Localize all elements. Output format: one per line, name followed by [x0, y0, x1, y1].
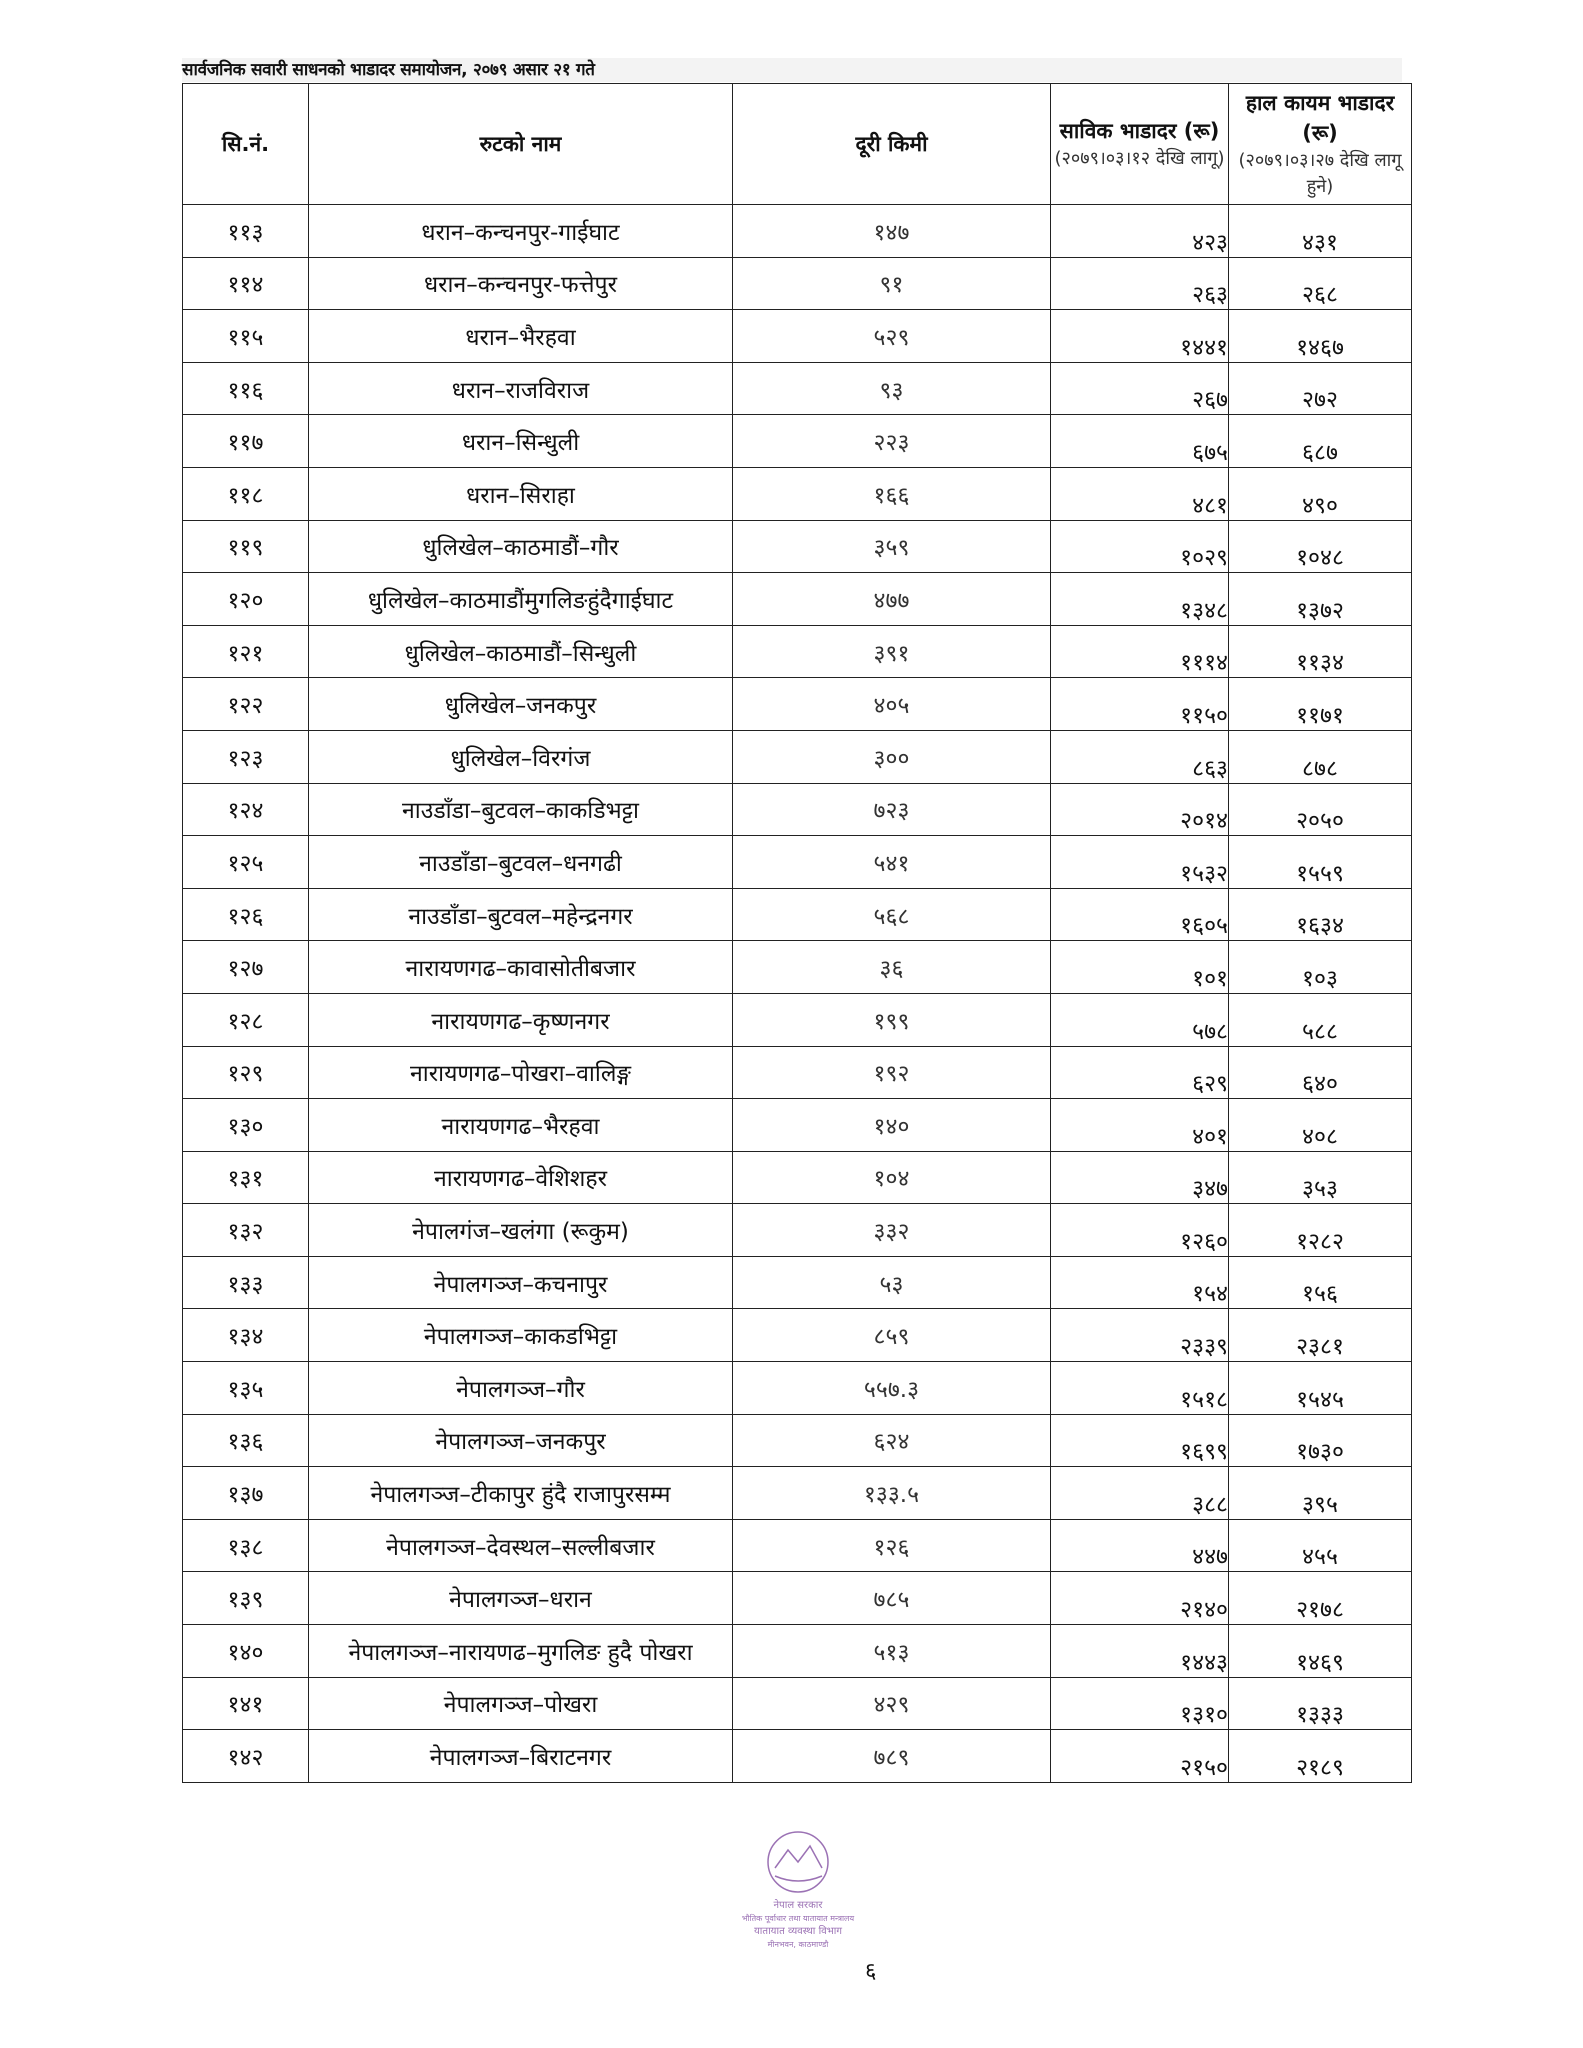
- row-route: धरान–कन्चनपुर-फत्तेपुर: [309, 257, 733, 310]
- row-new-fare: ४५५: [1229, 1519, 1412, 1572]
- row-sn: ११७: [183, 415, 309, 468]
- row-distance: ३९१: [733, 625, 1051, 678]
- table-row: [183, 573, 1412, 626]
- row-route: नेपालगञ्ज–टीकापुर हुंदै राजापुरसम्म: [309, 1467, 733, 1520]
- row-old-fare: ६२९: [1051, 1046, 1229, 1099]
- table-row: [183, 730, 1412, 783]
- table-row: [183, 467, 1412, 520]
- row-new-fare: ४९०: [1229, 467, 1412, 520]
- row-distance: १९२: [733, 1046, 1051, 1099]
- fare-table: [182, 83, 1412, 1783]
- row-new-fare: २१७८: [1229, 1572, 1412, 1625]
- row-route: धरान–कन्चनपुर-गाईघाट: [309, 205, 733, 258]
- government-seal-icon: [720, 1820, 870, 1960]
- table-row: [183, 1151, 1412, 1204]
- row-new-fare: २६८: [1229, 257, 1412, 310]
- row-new-fare: १७३०: [1229, 1414, 1412, 1467]
- row-distance: १९९: [733, 993, 1051, 1046]
- row-distance: ३६: [733, 941, 1051, 994]
- page-number: ६: [865, 1959, 877, 1984]
- header-sn: सि.नं.: [183, 84, 309, 205]
- table-row: [183, 1414, 1412, 1467]
- table-row: [183, 1256, 1412, 1309]
- row-route: नेपालगञ्ज–धरान: [309, 1572, 733, 1625]
- header-new-fare: [1229, 84, 1412, 205]
- row-sn: ११८: [183, 467, 309, 520]
- row-sn: १२८: [183, 993, 309, 1046]
- row-route: धुलिखेल–विरगंज: [309, 730, 733, 783]
- row-old-fare: २६३: [1051, 257, 1229, 310]
- row-old-fare: ४२३: [1051, 205, 1229, 258]
- stamp-line3: यातायात व्यवस्था विभाग: [754, 1926, 842, 1937]
- row-distance: १६६: [733, 467, 1051, 520]
- header-old-fare-note: (२०७९।०३।१२ देखि लागू): [1054, 148, 1225, 169]
- row-route: नेपालगञ्ज–नारायणढ–मुगलिङ हुदै पोखरा: [309, 1625, 733, 1678]
- row-sn: १२६: [183, 888, 309, 941]
- row-new-fare: ३५३: [1229, 1151, 1412, 1204]
- header-distance: दूरी किमी: [733, 84, 1051, 205]
- row-route: धुलिखेल–काठमाडौं–सिन्धुली: [309, 625, 733, 678]
- table-row: [183, 1572, 1412, 1625]
- row-new-fare: १६३४: [1229, 888, 1412, 941]
- row-sn: १३९: [183, 1572, 309, 1625]
- row-route: धुलिखेल–काठमाडौं–गौर: [309, 520, 733, 573]
- table-row: [183, 1730, 1412, 1783]
- stamp-line2: भौतिक पूर्वाधार तथा यातायात मन्त्रालय: [741, 1914, 855, 1923]
- row-old-fare: ४०१: [1051, 1099, 1229, 1152]
- row-distance: ५१३: [733, 1625, 1051, 1678]
- row-old-fare: २१५०: [1051, 1730, 1229, 1783]
- row-old-fare: २०१४: [1051, 783, 1229, 836]
- row-sn: १२४: [183, 783, 309, 836]
- row-old-fare: १६९९: [1051, 1414, 1229, 1467]
- table-row: [183, 625, 1412, 678]
- header-route: रुटको नाम: [309, 84, 733, 205]
- table-row: [183, 1046, 1412, 1099]
- row-old-fare: ८६३: [1051, 730, 1229, 783]
- row-old-fare: ४४७: [1051, 1519, 1229, 1572]
- row-new-fare: ११३४: [1229, 625, 1412, 678]
- row-distance: २२३: [733, 415, 1051, 468]
- table-row: [183, 888, 1412, 941]
- row-sn: १२९: [183, 1046, 309, 1099]
- row-route: धरान–सिराहा: [309, 467, 733, 520]
- row-new-fare: १३७२: [1229, 573, 1412, 626]
- row-distance: ५३: [733, 1256, 1051, 1309]
- row-route: नारायणगढ–पोखरा–वालिङ्ग: [309, 1046, 733, 1099]
- row-old-fare: १११४: [1051, 625, 1229, 678]
- table-row: [183, 1099, 1412, 1152]
- row-distance: ३००: [733, 730, 1051, 783]
- row-route: नेपालगञ्ज–बिराटनगर: [309, 1730, 733, 1783]
- row-route: धुलिखेल–काठमाडौंमुगलिङहुंदैगाईघाट: [309, 573, 733, 626]
- table-row: [183, 1625, 1412, 1678]
- header-old-fare: [1051, 84, 1229, 205]
- row-sn: १३१: [183, 1151, 309, 1204]
- table-row: [183, 941, 1412, 994]
- row-new-fare: ४३१: [1229, 205, 1412, 258]
- table-row: [183, 310, 1412, 363]
- row-new-fare: १५६: [1229, 1256, 1412, 1309]
- row-new-fare: ८७८: [1229, 730, 1412, 783]
- row-old-fare: १४४१: [1051, 310, 1229, 363]
- row-route: नेपालगञ्ज–पोखरा: [309, 1677, 733, 1730]
- table-header-row: [183, 84, 1412, 205]
- row-distance: १२६: [733, 1519, 1051, 1572]
- row-route: धरान–राजविराज: [309, 362, 733, 415]
- row-new-fare: १०३: [1229, 941, 1412, 994]
- table-row: [183, 678, 1412, 731]
- row-old-fare: २१४०: [1051, 1572, 1229, 1625]
- row-distance: ९१: [733, 257, 1051, 310]
- row-distance: १४०: [733, 1099, 1051, 1152]
- row-new-fare: ६४०: [1229, 1046, 1412, 1099]
- row-sn: १४०: [183, 1625, 309, 1678]
- header-old-fare-label: साविक भाडादर (रू): [1059, 119, 1220, 143]
- row-sn: १३५: [183, 1362, 309, 1415]
- row-distance: ५५७.३: [733, 1362, 1051, 1415]
- row-sn: १३०: [183, 1099, 309, 1152]
- row-route: नेपालगंज–खलंगा (रूकुम): [309, 1204, 733, 1257]
- row-old-fare: १५३२: [1051, 836, 1229, 889]
- table-row: [183, 1362, 1412, 1415]
- header-new-fare-label: हाल कायम भाडादर (रू): [1245, 91, 1395, 145]
- row-route: धुलिखेल–जनकपुर: [309, 678, 733, 731]
- row-new-fare: ६८७: [1229, 415, 1412, 468]
- row-route: नारायणगढ–कावासोतीबजार: [309, 941, 733, 994]
- row-sn: १३७: [183, 1467, 309, 1520]
- table-row: [183, 993, 1412, 1046]
- row-sn: १२०: [183, 573, 309, 626]
- row-new-fare: १५४५: [1229, 1362, 1412, 1415]
- row-sn: ११३: [183, 205, 309, 258]
- row-new-fare: १५५९: [1229, 836, 1412, 889]
- row-sn: १३६: [183, 1414, 309, 1467]
- row-route: नारायणगढ–कृष्णनगर: [309, 993, 733, 1046]
- row-old-fare: १०१: [1051, 941, 1229, 994]
- row-sn: १२७: [183, 941, 309, 994]
- row-route: नाउडाँडा–बुटवल–काकडिभट्टा: [309, 783, 733, 836]
- row-distance: ५४१: [733, 836, 1051, 889]
- row-route: नाउडाँडा–बुटवल–धनगढी: [309, 836, 733, 889]
- row-new-fare: १४६७: [1229, 310, 1412, 363]
- row-sn: ११६: [183, 362, 309, 415]
- row-sn: १२३: [183, 730, 309, 783]
- row-distance: ७८५: [733, 1572, 1051, 1625]
- row-old-fare: १०२९: [1051, 520, 1229, 573]
- document-title: सार्वजनिक सवारी साधनको भाडादर समायोजन, २०७९ असार २१ गते: [182, 58, 1402, 82]
- row-old-fare: २३३९: [1051, 1309, 1229, 1362]
- row-old-fare: ५७८: [1051, 993, 1229, 1046]
- row-sn: ११४: [183, 257, 309, 310]
- table-row: [183, 1519, 1412, 1572]
- row-old-fare: ११५०: [1051, 678, 1229, 731]
- table-row: [183, 362, 1412, 415]
- row-sn: १४२: [183, 1730, 309, 1783]
- row-sn: ११९: [183, 520, 309, 573]
- table-row: [183, 257, 1412, 310]
- row-sn: १३८: [183, 1519, 309, 1572]
- table-row: [183, 836, 1412, 889]
- row-old-fare: ६७५: [1051, 415, 1229, 468]
- row-new-fare: ५८८: [1229, 993, 1412, 1046]
- row-new-fare: १०४८: [1229, 520, 1412, 573]
- stamp-line1: नेपाल सरकार: [773, 1900, 823, 1911]
- row-route: नेपालगञ्ज–कचनापुर: [309, 1256, 733, 1309]
- row-route: धरान–भैरहवा: [309, 310, 733, 363]
- row-distance: ५२९: [733, 310, 1051, 363]
- row-distance: ९३: [733, 362, 1051, 415]
- row-route: नेपालगञ्ज–जनकपुर: [309, 1414, 733, 1467]
- row-distance: ४०५: [733, 678, 1051, 731]
- row-old-fare: १२६०: [1051, 1204, 1229, 1257]
- row-distance: ८५९: [733, 1309, 1051, 1362]
- row-old-fare: २६७: [1051, 362, 1229, 415]
- row-route: नेपालगञ्ज–गौर: [309, 1362, 733, 1415]
- row-old-fare: १४४३: [1051, 1625, 1229, 1678]
- row-new-fare: ४०८: [1229, 1099, 1412, 1152]
- row-distance: ४७७: [733, 573, 1051, 626]
- header-new-fare-note: (२०७९।०३।२७ देखि लागू हुने): [1238, 150, 1402, 197]
- row-distance: १४७: [733, 205, 1051, 258]
- table-row: [183, 415, 1412, 468]
- table-row: [183, 520, 1412, 573]
- row-distance: ७८९: [733, 1730, 1051, 1783]
- row-old-fare: ३४७: [1051, 1151, 1229, 1204]
- row-distance: ५६८: [733, 888, 1051, 941]
- row-route: नारायणगढ–वेशिशहर: [309, 1151, 733, 1204]
- row-distance: ६२४: [733, 1414, 1051, 1467]
- row-old-fare: १५१८: [1051, 1362, 1229, 1415]
- row-new-fare: २१८९: [1229, 1730, 1412, 1783]
- row-route: धरान–सिन्धुली: [309, 415, 733, 468]
- stamp-line4: मीनभवन, काठमाण्डौ: [767, 1940, 829, 1949]
- row-old-fare: ४८१: [1051, 467, 1229, 520]
- row-sn: १२२: [183, 678, 309, 731]
- row-new-fare: २३८१: [1229, 1309, 1412, 1362]
- row-sn: १३४: [183, 1309, 309, 1362]
- row-distance: ३५९: [733, 520, 1051, 573]
- row-distance: ७२३: [733, 783, 1051, 836]
- row-route: नाउडाँडा–बुटवल–महेन्द्रनगर: [309, 888, 733, 941]
- row-sn: १३३: [183, 1256, 309, 1309]
- row-old-fare: ३८८: [1051, 1467, 1229, 1520]
- row-old-fare: १३४८: [1051, 573, 1229, 626]
- row-new-fare: १४६९: [1229, 1625, 1412, 1678]
- row-sn: १२१: [183, 625, 309, 678]
- table-row: [183, 1677, 1412, 1730]
- row-new-fare: २७२: [1229, 362, 1412, 415]
- row-route: नारायणगढ–भैरहवा: [309, 1099, 733, 1152]
- row-new-fare: ११७१: [1229, 678, 1412, 731]
- table-row: [183, 205, 1412, 258]
- row-sn: १२५: [183, 836, 309, 889]
- row-distance: ४२९: [733, 1677, 1051, 1730]
- row-sn: १४१: [183, 1677, 309, 1730]
- row-route: नेपालगञ्ज–देवस्थल–सल्लीबजार: [309, 1519, 733, 1572]
- row-distance: ३३२: [733, 1204, 1051, 1257]
- table-row: [183, 1309, 1412, 1362]
- row-old-fare: १३१०: [1051, 1677, 1229, 1730]
- table-row: [183, 783, 1412, 836]
- row-sn: ११५: [183, 310, 309, 363]
- table-row: [183, 1467, 1412, 1520]
- row-new-fare: ३९५: [1229, 1467, 1412, 1520]
- table-row: [183, 1204, 1412, 1257]
- row-sn: १३२: [183, 1204, 309, 1257]
- row-distance: १३३.५: [733, 1467, 1051, 1520]
- row-new-fare: २०५०: [1229, 783, 1412, 836]
- row-new-fare: १३३३: [1229, 1677, 1412, 1730]
- row-old-fare: १६०५: [1051, 888, 1229, 941]
- row-route: नेपालगञ्ज–काकडभिट्टा: [309, 1309, 733, 1362]
- row-new-fare: १२८२: [1229, 1204, 1412, 1257]
- row-old-fare: १५४: [1051, 1256, 1229, 1309]
- row-distance: १०४: [733, 1151, 1051, 1204]
